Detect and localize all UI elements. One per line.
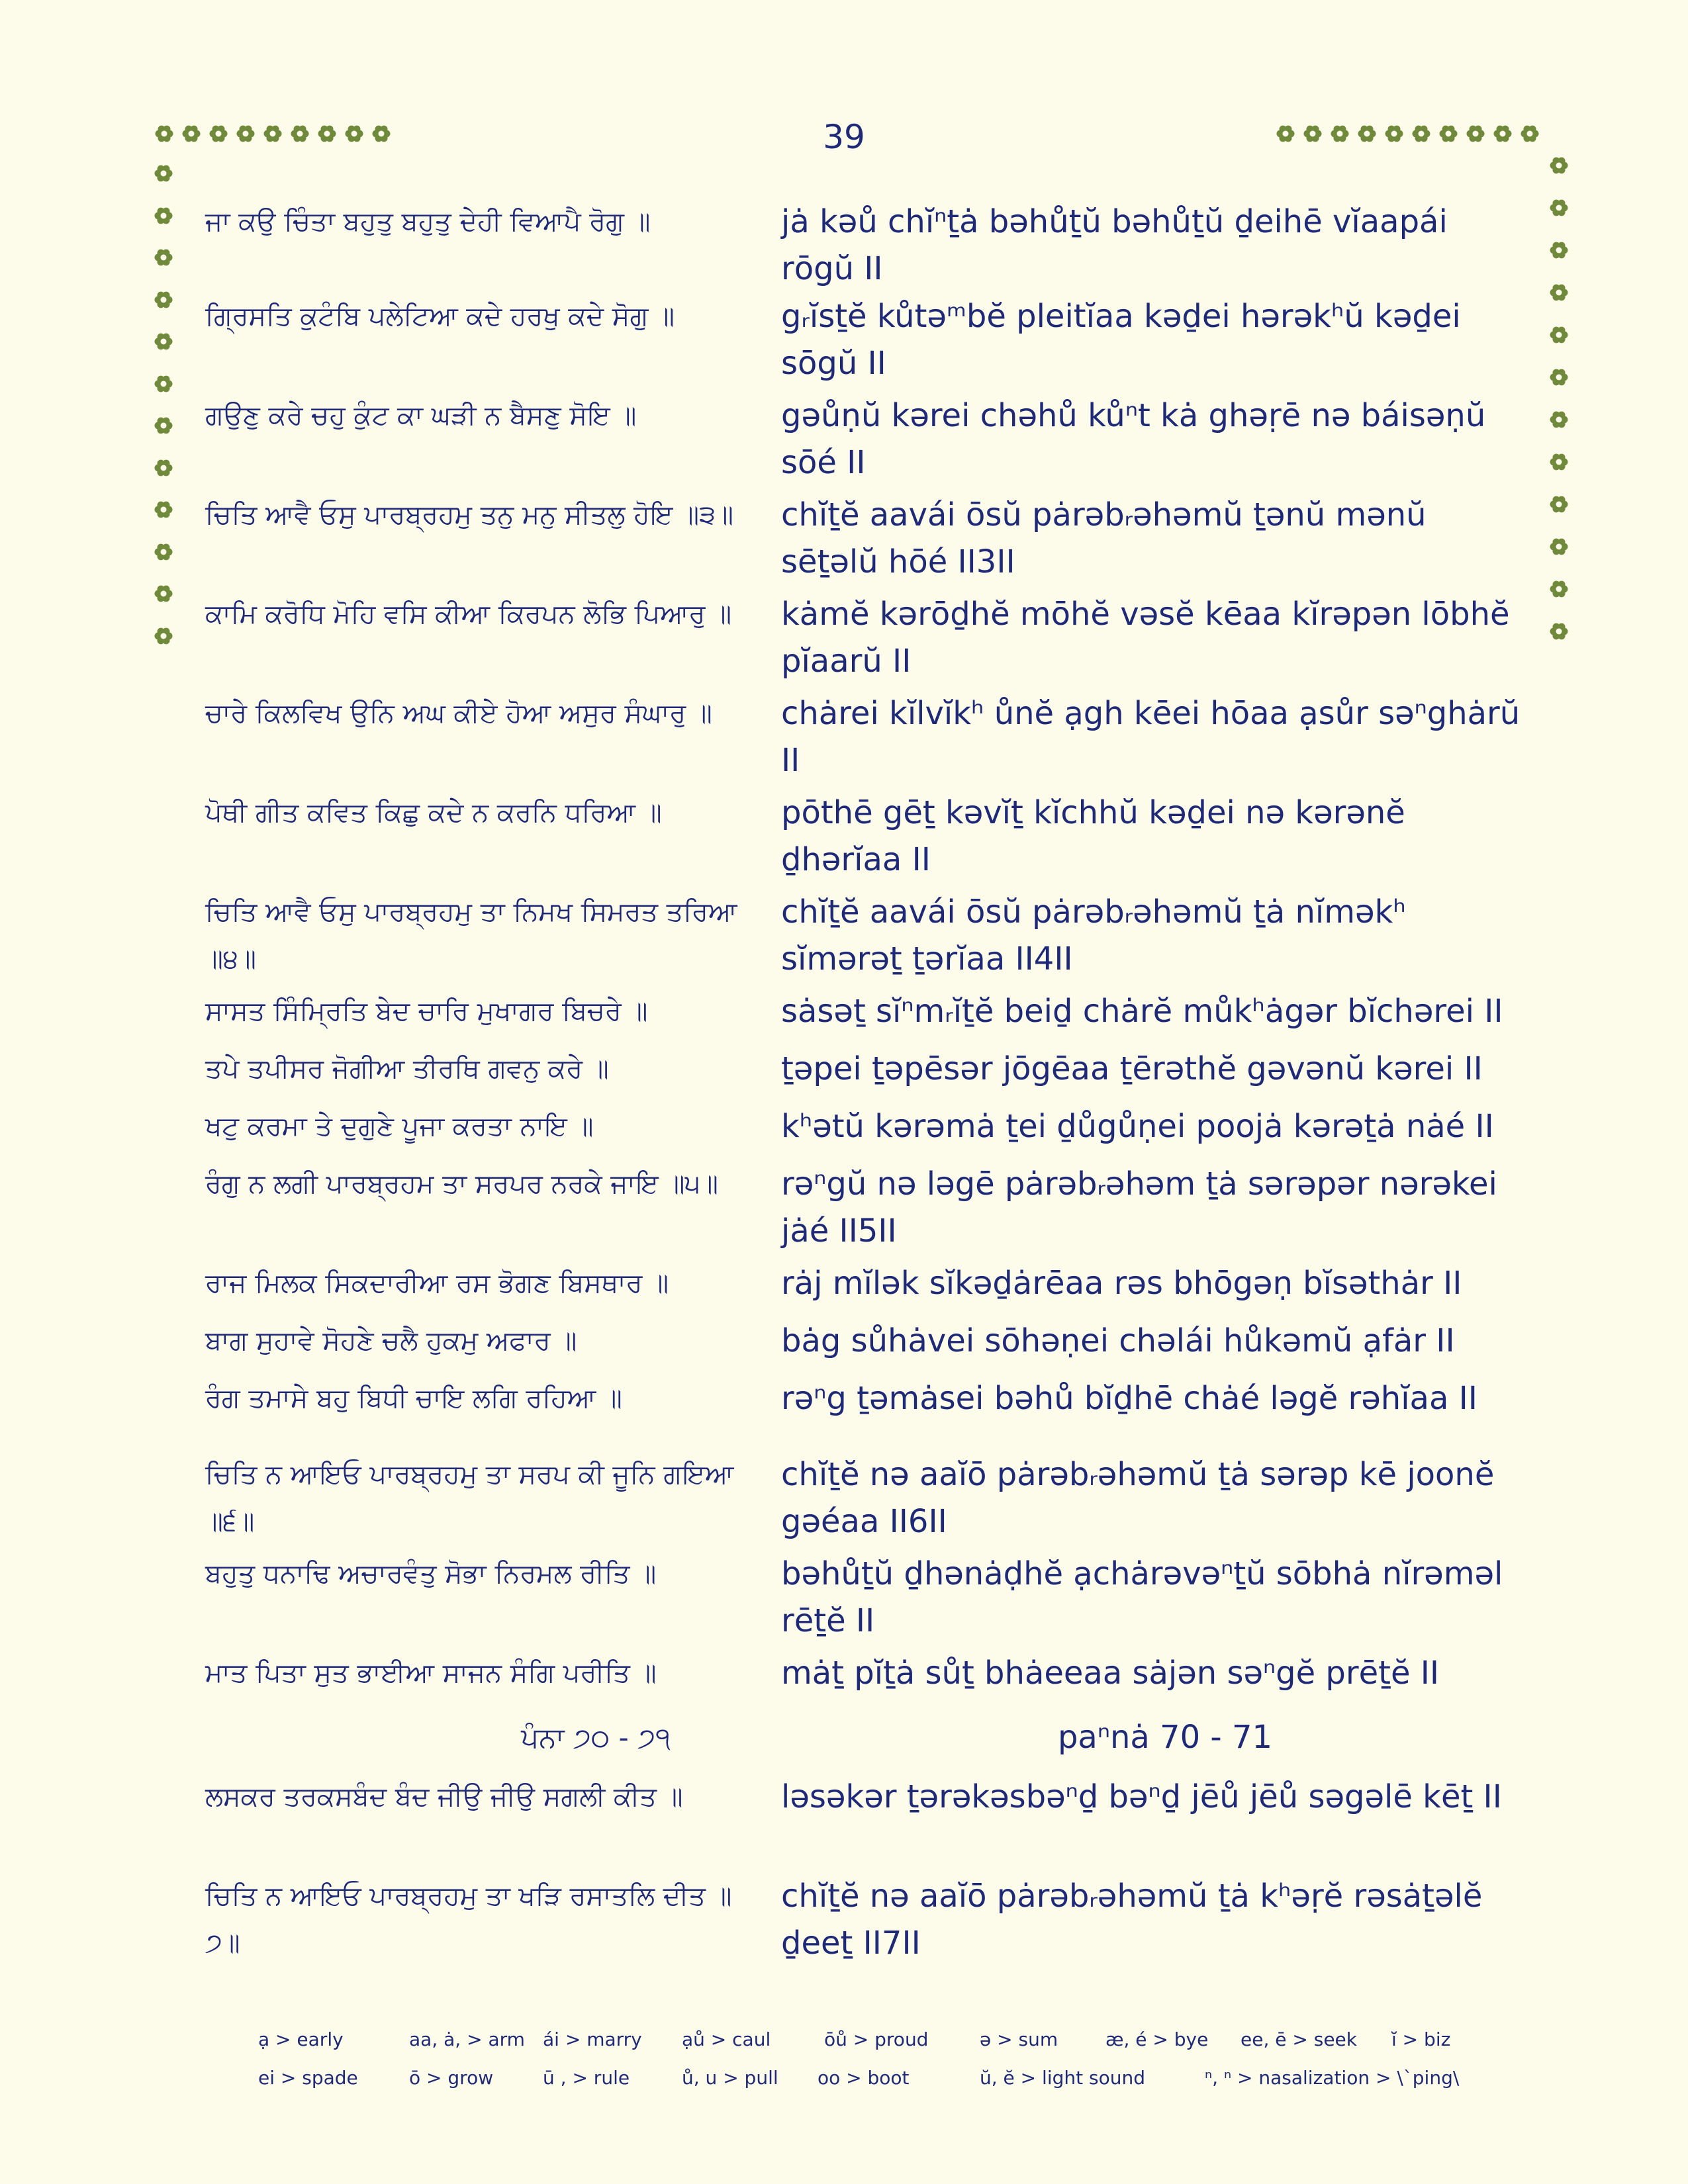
key-entry: ĭ > biz <box>1391 2028 1451 2050</box>
flower-icon <box>1549 325 1569 345</box>
flower-icon <box>1549 452 1569 472</box>
transliteration-line: kʰətŭ kərəmȧ ṯei ḏůgůṇei poojȧ kərəṯȧ nȧé II <box>781 1108 1494 1145</box>
flower-icon <box>154 542 173 562</box>
pronunciation-key <box>258 2028 1516 2105</box>
page-number: 39 <box>823 118 865 156</box>
transliteration-line: rəⁿg ṯəmȧsei bəhů bĭḏhē chȧé ləgĕ rəhĭaa II <box>781 1380 1477 1417</box>
key-entry: ạ > early <box>258 2028 344 2050</box>
gurmukhi-line: ਖਟੁ ਕਰਮਾ ਤੇ ਦੁਗੁਣੇ ਪੂਜਾ ਕਰਤਾ ਨਾਇ ॥ <box>205 1111 594 1142</box>
key-entry: ū , > rule <box>543 2067 630 2089</box>
gurmukhi-line: ਗ੍ਰਿਸਤਿ ਕੁਟੰਬਿ ਪਲੇਟਿਆ ਕਦੇ ਹਰਖੁ ਕਦੇ ਸੋਗੁ ॥ <box>205 301 675 332</box>
transliteration-line: rəⁿgŭ nə ləgē pȧrəbᵣəhəm ṯȧ sərəpər nərəkei jȧé II5II <box>781 1165 1497 1250</box>
gurmukhi-line: ਚਿਤਿ ਨ ਆਇਓ ਪਾਰਬ੍ਰਹਮੁ ਤਾ ਸਰਪ ਕੀ ਜੂਨਿ ਗਇਆ ॥੬॥ <box>205 1459 734 1537</box>
page-range-gurmukhi: ਪੰਨਾ ੭੦ - ੭੧ <box>521 1721 671 1754</box>
gurmukhi-line: ਰੰਗ ਤਮਾਸੇ ਬਹੁ ਬਿਧੀ ਚਾਇ ਲਗਿ ਰਹਿਆ ॥ <box>205 1383 622 1414</box>
flower-icon <box>1549 579 1569 599</box>
flower-icon <box>1549 367 1569 387</box>
flower-icon <box>1549 410 1569 430</box>
flower-icon <box>154 332 173 351</box>
transliteration-line: chȧrei kĭlvĭkʰ ůnĕ ạgh kēei hōaa ạsůr səⁿghȧrŭ II <box>781 695 1521 779</box>
flower-icon <box>1549 198 1569 218</box>
flower-icon <box>154 416 173 435</box>
key-entry: ee, ē > seek <box>1241 2028 1357 2050</box>
gurmukhi-line: ਕਾਮਿ ਕਰੋਧਿ ਮੋਹਿ ਵਸਿ ਕੀਆ ਕਿਰਪਨ ਲੋਭਿ ਪਿਆਰੁ ॥ <box>205 599 732 629</box>
transliteration-line: ṯəpei ṯəpēsər jōgēaa ṯērəthĕ gəvənŭ kərei II <box>781 1050 1483 1087</box>
key-entry: ŭ, ĕ > light sound <box>980 2067 1145 2089</box>
gurmukhi-line: ਬਾਗ ਸੁਹਾਵੇ ਸੋਹਣੇ ਚਲੈ ਹੁਕਮੁ ਅਫਾਰ ॥ <box>205 1326 577 1356</box>
gurmukhi-line: ਗਉਣੁ ਕਰੇ ਚਹੁ ਕੁੰਟ ਕਾ ਘੜੀ ਨ ਬੈਸਣੁ ਸੋਇ ॥ <box>205 400 637 431</box>
key-entry: ạů > caul <box>682 2028 771 2050</box>
gurmukhi-line: ਚਾਰੇ ਕਿਲਵਿਖ ਉਨਿ ਅਘ ਕੀਏ ਹੋਆ ਅਸੁਰ ਸੰਘਾਰੁ ॥ <box>205 698 712 729</box>
page-range-translit: paⁿnȧ 70 - 71 <box>1057 1719 1273 1756</box>
key-entry: æ, é > bye <box>1105 2028 1209 2050</box>
transliteration-line: pōthē gēṯ kəvĭṯ kĭchhŭ kəḏei nə kərənĕ ḏhərĭaa II <box>781 794 1405 878</box>
key-entry: ōů > proud <box>824 2028 929 2050</box>
gurmukhi-line: ਚਿਤਿ ਆਵੈ ਓਸੁ ਪਾਰਬ੍ਰਹਮੁ ਤਾ ਨਿਮਖ ਸਿਮਰਤ ਤਰਿਆ ॥੪॥ <box>205 897 737 974</box>
key-entry: ō > grow <box>409 2067 494 2089</box>
gurmukhi-line: ਤਪੇ ਤਪੀਸਰ ਜੋਗੀਆ ਤੀਰਥਿ ਗਵਨੁ ਕਰੇ ॥ <box>205 1054 609 1084</box>
flower-icon <box>1549 621 1569 641</box>
flower-icon <box>154 374 173 394</box>
transliteration-line: ləsəkər ṯərəkəsbəⁿḏ bəⁿḏ jēů jēů səgəlē kēṯ II <box>781 1778 1502 1815</box>
flower-icon <box>1549 283 1569 302</box>
transliteration-line: jȧ kəů chĭⁿṯȧ bəhůṯŭ bəhůṯŭ ḏeihē vĭaapái rōgŭ II <box>781 203 1448 287</box>
transliteration-line: rȧj mĭlək sĭkəḏȧrēaa rəs bhōgəṇ bĭsəthȧr II <box>781 1265 1462 1302</box>
flower-icon <box>154 206 173 226</box>
transliteration-line: gᵣĭsṯĕ kůtəᵐbĕ pleitĭaa kəḏei hərəkʰŭ kəḏei sōgŭ II <box>781 298 1461 382</box>
transliteration-line: chĭṯĕ aavái ōsŭ pȧrəbᵣəhəmŭ ṯȧ nĭməkʰ sĭmərəṯ ṯərĭaa II4II <box>781 893 1406 978</box>
key-entry: oo > boot <box>818 2067 910 2089</box>
gurmukhi-line: ਸਾਸਤ ਸਿੰਮ੍ਰਿਤਿ ਬੇਦ ਚਾਰਿ ਮੁਖਾਗਰ ਬਿਚਰੇ ॥ <box>205 996 648 1026</box>
flower-icon <box>154 458 173 478</box>
flower-icon <box>1549 240 1569 260</box>
transliteration-line: chĭṯĕ nə aaĭō pȧrəbᵣəhəmŭ ṯȧ kʰəṛĕ rəsȧṯəlĕ ḏeeṯ II7II <box>781 1878 1483 1962</box>
transliteration-line: chĭṯĕ aavái ōsŭ pȧrəbᵣəhəmŭ ṯənŭ mənŭ sēṯəlŭ hōé II3II <box>781 496 1427 580</box>
flower-icon <box>154 290 173 310</box>
gurmukhi-line: ਰੰਗੁ ਨ ਲਗੀ ਪਾਰਬ੍ਰਹਮ ਤਾ ਸਰਪਰ ਨਰਕੇ ਜਾਇ ॥੫॥ <box>205 1169 718 1199</box>
flower-icon <box>154 626 173 646</box>
transliteration-line: kȧmĕ kərōḏhĕ mōhĕ vəsĕ kēaa kĭrəpən lōbhĕ pĭaarŭ II <box>781 596 1510 680</box>
transliteration-line: sȧsəṯ sĭⁿmᵣĭṯĕ beiḏ chȧrĕ můkʰȧgər bĭchərei II <box>781 993 1503 1030</box>
transliteration-line: gəůṇŭ kərei chəhů kůⁿt kȧ ghəṛē nə báisəṇŭ sōé II <box>781 397 1486 481</box>
transliteration-line: bȧg sůhȧvei sōhəṇei chəlái hůkəmŭ ạfȧr II <box>781 1322 1455 1359</box>
gurmukhi-line: ਲਸਕਰ ਤਰਕਸਬੰਦ ਬੰਦ ਜੀਉ ਜੀਉ ਸਗਲੀ ਕੀਤ ॥ <box>205 1782 683 1812</box>
transliteration-line: mȧṯ pĭṯȧ sůṯ bhȧeeaa sȧjən səⁿgĕ prēṯĕ II <box>781 1655 1440 1692</box>
flower-icon <box>154 500 173 520</box>
pronunciation-key-row <box>258 2067 1516 2105</box>
key-entry: aa, ȧ, > arm <box>409 2028 525 2050</box>
gurmukhi-line: ਰਾਜ ਮਿਲਕ ਸਿਕਦਾਰੀਆ ਰਸ ਭੋਗਣ ਬਿਸਥਾਰ ॥ <box>205 1268 669 1298</box>
flower-icon <box>154 248 173 267</box>
gurmukhi-line: ਚਿਤਿ ਆਵੈ ਓਸੁ ਪਾਰਬ੍ਰਹਮੁ ਤਨੁ ਮਨੁ ਸੀਤਲੁ ਹੋਇ ॥੩॥ <box>205 500 733 530</box>
flower-icon <box>1549 156 1569 175</box>
key-entry: ə > sum <box>980 2028 1058 2050</box>
gurmukhi-line: ਬਹੁਤੁ ਧਨਾਢਿ ਅਚਾਰਵੰਤੁ ਸੋਭਾ ਨਿਰਮਲ ਰੀਤਿ ॥ <box>205 1559 657 1589</box>
flower-icon <box>154 163 173 183</box>
key-entry: ů, u > pull <box>682 2067 778 2089</box>
flower-icon <box>154 584 173 604</box>
flower-icon <box>1549 494 1569 514</box>
transliteration-line: chĭṯĕ nə aaĭō pȧrəbᵣəhəmŭ ṯȧ sərəp kē joonĕ gəéaa II6II <box>781 1456 1495 1540</box>
transliteration-line: bəhůṯŭ ḏhənȧḍhĕ ạchȧrəvəⁿṯŭ sōbhȧ nĭrəməl rēṯĕ II <box>781 1555 1503 1639</box>
gurmukhi-line: ਪੋਥੀ ਗੀਤ ਕਵਿਤ ਕਿਛੁ ਕਦੇ ਨ ਕਰਨਿ ਧਰਿਆ ॥ <box>205 797 662 828</box>
key-entry: ⁿ, ⁿ > nasalization > \`ping\ <box>1205 2067 1460 2089</box>
gurmukhi-line: ਚਿਤਿ ਨ ਆਇਓ ਪਾਰਬ੍ਰਹਮੁ ਤਾ ਖੜਿ ਰਸਾਤਲਿ ਦੀਤ ॥੭॥ <box>205 1881 732 1958</box>
gurmukhi-line: ਜਾ ਕਉ ਚਿੰਤਾ ਬਹੁਤੁ ਬਹੁਤੁ ਦੇਹੀ ਵਿਆਪੈ ਰੋਗੁ ॥ <box>205 206 651 237</box>
key-entry: ei > spade <box>258 2067 358 2089</box>
pronunciation-key-row <box>258 2028 1516 2067</box>
key-entry: ái > marry <box>543 2028 642 2050</box>
gurmukhi-line: ਮਾਤ ਪਿਤਾ ਸੁਤ ਭਾਈਆ ਸਾਜਨ ਸੰਗਿ ਪਰੀਤਿ ॥ <box>205 1658 657 1688</box>
flower-icon <box>1549 537 1569 557</box>
